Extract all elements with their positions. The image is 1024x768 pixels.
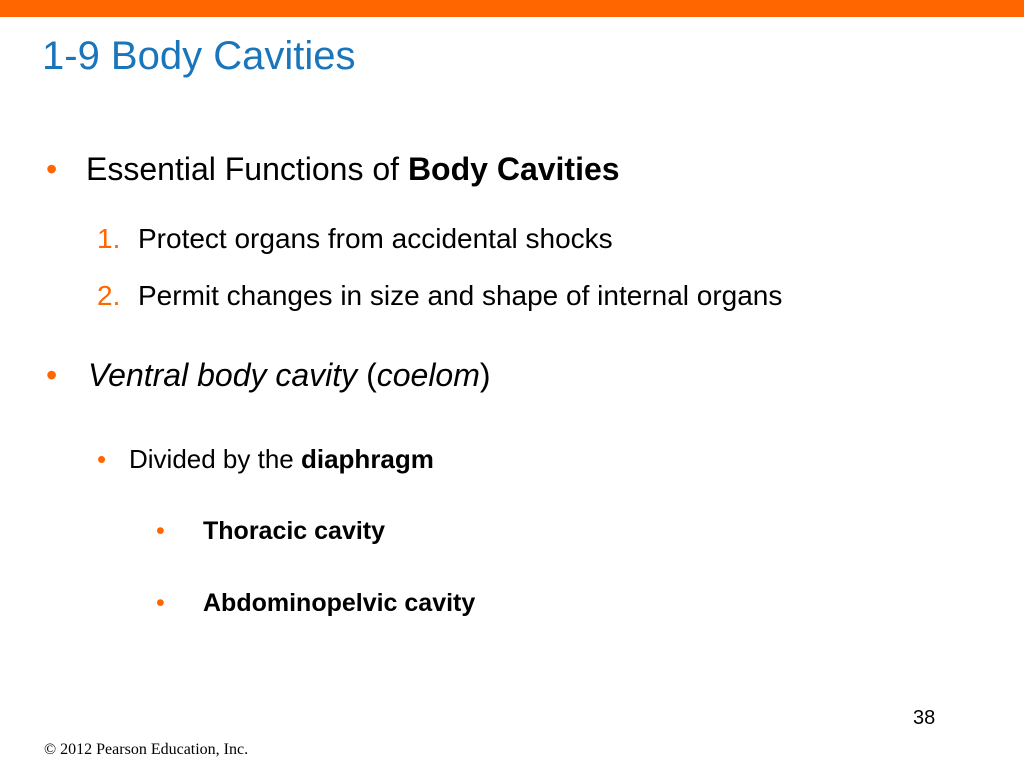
copyright-notice: © 2012 Pearson Education, Inc.: [44, 741, 249, 758]
item-text: Permit changes in size and shape of internal organs: [138, 280, 783, 311]
bullet-marker: •: [156, 589, 165, 617]
item-number: 1.: [97, 223, 121, 254]
bullet-text: Divided by the diaphragm: [129, 444, 434, 474]
bullet-marker: •: [97, 444, 107, 474]
top-accent-bar: [0, 0, 1024, 17]
bullet-text: Essential Functions of Body Cavities: [86, 151, 620, 187]
item-text: Protect organs from accidental shocks: [138, 223, 613, 254]
bullet-marker: •: [46, 357, 58, 393]
bullet-marker: •: [156, 517, 165, 545]
bullet-text: Thoracic cavity: [203, 517, 386, 545]
bullet-text: Abdominopelvic cavity: [203, 589, 476, 617]
bullet-marker: •: [46, 151, 58, 187]
bullet-text: Ventral body cavity (coelom): [88, 357, 491, 393]
item-number: 2.: [97, 280, 121, 311]
page-number: 38: [913, 707, 936, 729]
slide-title: 1-9 Body Cavities: [42, 34, 356, 78]
